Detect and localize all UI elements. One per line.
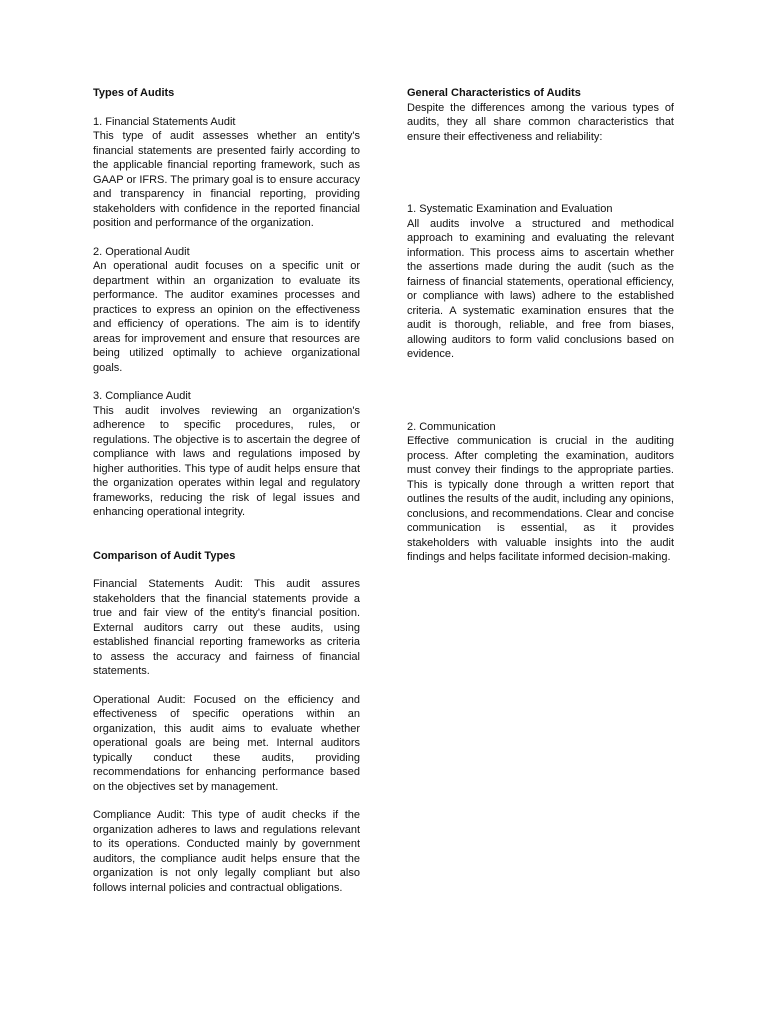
left-column xyxy=(93,86,360,895)
systematic-examination-body: All audits involve a structured and methodical approach to examining and evaluating the relevant information. This process aims to ascertain whether the assertions made during the audit (such as the fairness of financial statements, operational efficiency, or compliance with laws) adhere to the established criteria. A systematic examination ensures that the audit is thorough, reliable, and free from biases, allowing auditors to form valid conclusions based on evidence. xyxy=(407,217,674,360)
operational-audit-body: An operational audit focuses on a specific unit or department within an organization to evaluate its performance. The auditor examines processes and practices to express an opinion on the effectiveness and efficiency of operations. The aim is to identify areas for improvement and ensure that resources are being utilized optimally to achieve organizational goals. xyxy=(93,260,360,374)
right-column xyxy=(407,86,674,565)
general-characteristics-title: General Characteristics of Audits xyxy=(407,87,581,99)
comparison-compliance: Compliance Audit: This type of audit checks if the organization adheres to laws and regulations relevant to its operations. Conducted mainly by government auditors, the compliance audit helps ensure that the organization is not only legally compliant but also follows internal policies and contractual obligations. xyxy=(93,809,360,894)
comparison-operational: Operational Audit: Focused on the efficiency and effectiveness of specific operations within an organization, this audit aims to evaluate whether operational goals are being met. Internal auditors typically conduct these audits, providing recommendations for enhancing performance based on the objectives set by management. xyxy=(93,693,360,793)
systematic-examination-heading: 1. Systematic Examination and Evaluation xyxy=(407,203,613,215)
compliance-audit-heading: 3. Compliance Audit xyxy=(93,390,191,402)
comparison-title: Comparison of Audit Types xyxy=(93,549,236,562)
types-of-audits-title: Types of Audits xyxy=(93,87,175,99)
communication-heading: 2. Communication xyxy=(407,420,496,433)
communication-body: Effective communication is crucial in the auditing process. After completing the examination, auditors must convey their findings to the appropriate parties. This is typically done through a written report that outlines the results of the audit, including any opinions, conclusions, and recommendations. Clear and concise communication is essential, as it provides stakeholders with valuable insights into the audit findings and helps facilitate informed decision-making. xyxy=(407,435,674,563)
general-characteristics-intro: Despite the differences among the various types of audits, they all share common characteristics that ensure their effectiveness and reliability: xyxy=(407,101,674,143)
compliance-audit-body: This audit involves reviewing an organization's adherence to specific procedures, rules, or regulations. The objective is to ascertain the degree of compliance with laws and regulations imposed by higher authorities. This type of audit helps ensure that the organization operates within legal and regulatory frameworks, reducing the risk of legal issues and enhancing operational integrity. xyxy=(93,404,360,518)
financial-statements-audit-heading: 1. Financial Statements Audit xyxy=(93,115,236,128)
comparison-financial-statements: Financial Statements Audit: This audit assures stakeholders that the financial statements provide a true and fair view of the entity's financial position. External auditors carry out these audits, using established financial reporting frameworks as criteria to assess the accuracy and fairness of financial statements. xyxy=(93,578,360,677)
operational-audit-heading: 2. Operational Audit xyxy=(93,245,190,258)
financial-statements-audit-body: This type of audit assesses whether an entity's financial statements are presented fairly according to the applicable financial reporting framework, such as GAAP or IFRS. The primary goal is to ensure accuracy and transparency in financial reporting, providing stakeholders with confidence in the reported financial position and performance of the organization. xyxy=(93,130,360,229)
